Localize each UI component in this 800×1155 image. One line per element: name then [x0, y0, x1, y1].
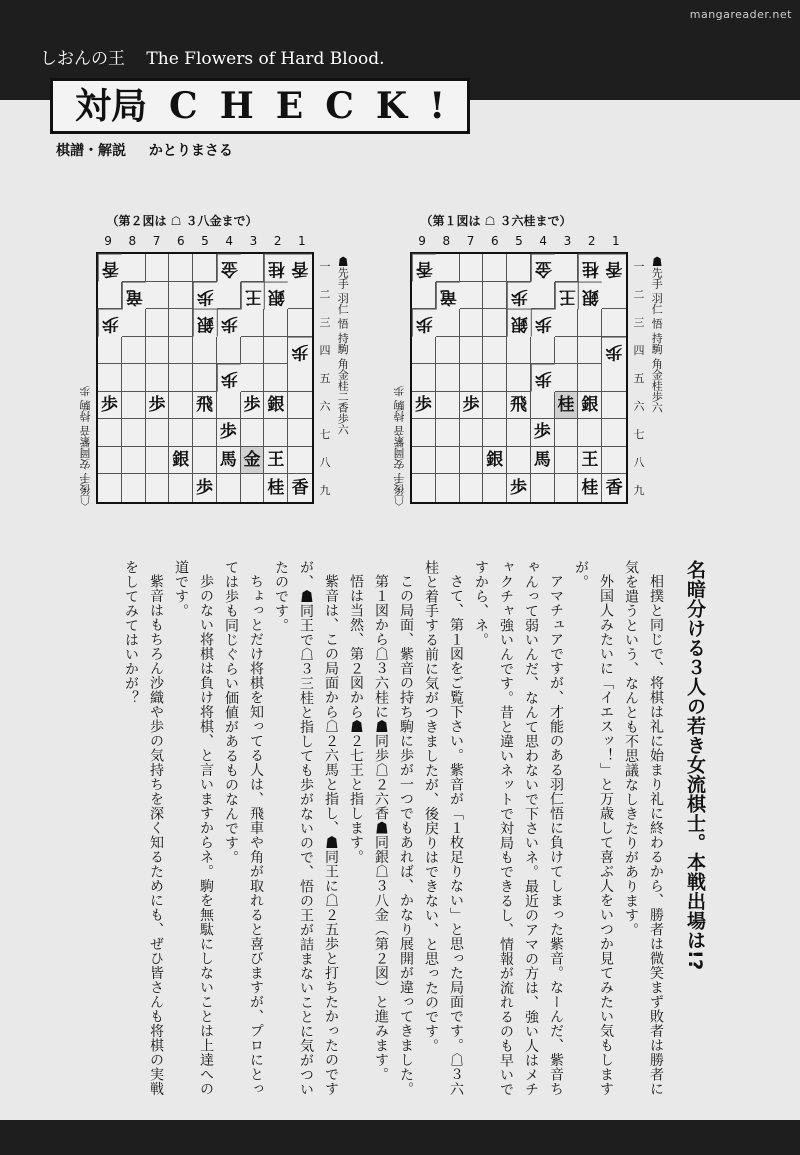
rank-label: 七: [633, 428, 645, 441]
article-headline: 名暗分ける３人の若き女流棋士。本戦出場は!?: [684, 560, 706, 971]
board-square: [460, 254, 484, 282]
rank-label: 二: [633, 288, 645, 301]
file-label: 5: [515, 234, 523, 248]
board-square: [98, 419, 122, 447]
board-square: [602, 419, 626, 447]
board-square: [602, 364, 626, 392]
shogi-piece: 歩: [531, 419, 555, 447]
board-square: [98, 474, 122, 502]
shogi-piece: 歩: [193, 282, 217, 310]
diagram-caption: （第２図は ☖ ３八金まで）: [106, 214, 258, 228]
board-square: [602, 392, 626, 420]
rank-label: 一: [319, 260, 331, 273]
board-square: [288, 309, 312, 337]
board-square: [555, 419, 579, 447]
paragraph: 第１図から☖３六桂に☗同歩☖２六香☗同銀☖３八金（第２図）と進みます。: [373, 574, 389, 1082]
title-char: C: [325, 85, 354, 127]
board-square: [169, 419, 193, 447]
board-square: [241, 474, 265, 502]
board-square: [483, 364, 507, 392]
board-square: [122, 309, 146, 337]
board-square: [193, 364, 217, 392]
board-square: [193, 419, 217, 447]
board-square: [531, 282, 555, 310]
shogi-piece: 馬: [217, 447, 241, 475]
board-square: [241, 309, 265, 337]
board-square: [483, 419, 507, 447]
shogi-piece: 王: [241, 282, 265, 310]
board-square: [436, 337, 460, 365]
file-label: 4: [225, 234, 234, 248]
rank-label: 九: [319, 484, 331, 497]
shogi-piece: 銀: [507, 309, 531, 337]
rank-label: 三: [319, 316, 331, 329]
file-labels: [96, 234, 314, 248]
board-square: [241, 364, 265, 392]
board-square: [578, 337, 602, 365]
shogi-piece: 歩: [602, 337, 626, 365]
diagram-caption: （第１図は ☖ ３六桂まで）: [420, 214, 572, 228]
paragraph: 外国人みたいに「イエスッ！」と万歳して喜ぶ人をいつか見てみたい気もしますが。: [573, 560, 614, 1096]
board-square: [602, 447, 626, 475]
paragraph: 相撲と同じで、将棋は礼に始まり礼に終わるから、勝者は微笑まず敗者は勝者に気を遣うという、なんとも不思議なしきたりがあります。: [623, 560, 664, 1096]
title-char: H: [219, 85, 254, 127]
shogi-piece: 竜: [122, 282, 146, 310]
paragraph: 悟は当然、第２図から☗２七王と指します。: [348, 574, 364, 864]
file-label: 1: [612, 234, 620, 248]
shogi-piece: 歩: [412, 309, 436, 337]
board-square: [241, 337, 265, 365]
board-square: [436, 447, 460, 475]
site-watermark: mangareader.net: [689, 8, 792, 21]
board-square: [555, 309, 579, 337]
rank-label: 五: [633, 372, 645, 385]
board-square: [460, 447, 484, 475]
board-square: [122, 474, 146, 502]
shogi-piece: 金: [241, 447, 265, 475]
shogi-piece: 桂: [264, 254, 288, 282]
board-square: [122, 364, 146, 392]
paragraph: この局面、紫音の持ち駒に歩が一つでもあれば、かなり展開が違ってきました。: [398, 574, 414, 1096]
column-title: [50, 78, 470, 134]
paragraph: さて、第１図をご覧下さい。紫音が「１枚足りない」と思った局面です。☖３六桂と着手する前に気がつきましたが、後戻りはできない、と思ったのです。: [423, 560, 464, 1096]
board-square: [555, 474, 579, 502]
rank-label: 二: [319, 288, 331, 301]
rank-label: 八: [319, 456, 331, 469]
shogi-piece: 銀: [264, 392, 288, 420]
series-title-jp: しおんの王: [40, 49, 125, 69]
board-square: [169, 392, 193, 420]
shogi-piece: 桂: [578, 254, 602, 282]
board-square: [264, 419, 288, 447]
board-square: [531, 392, 555, 420]
board-square: [483, 474, 507, 502]
shogi-piece: 香: [602, 254, 626, 282]
credit-name: かとりまさる: [148, 143, 233, 159]
board-square: [460, 419, 484, 447]
board-square: [555, 364, 579, 392]
board-square: [169, 254, 193, 282]
board-square: [169, 309, 193, 337]
title-char: E: [275, 85, 304, 127]
file-label: 3: [563, 234, 572, 248]
board-square: [531, 337, 555, 365]
paragraph: アマチュアですが、才能のある羽仁悟に負けてしまった紫音。なーんだ、紫音ちゃんって弱いんだ、なんて思わないで下さいネ。最近のアマの方は、強い人はメチャクチャ強いんです。昔と違いネットで対局もできるし、情報が流れるのも早いですから、ネ。: [473, 560, 564, 1097]
credit-line: [56, 140, 251, 160]
board-square: [98, 364, 122, 392]
rank-label: 九: [633, 484, 645, 497]
board-square: [193, 254, 217, 282]
paragraph: 紫音は、この局面から☖２六馬と指し、☗同王に☖２五歩と打ちたかったのですが、☗同王で☖３三桂と指しても歩がないので、悟の王が詰まないことに気がついたのです。: [273, 560, 339, 1097]
shogi-piece: 香: [288, 254, 312, 282]
file-label: 2: [587, 234, 596, 248]
board-square: [122, 447, 146, 475]
board-square: [146, 419, 170, 447]
board-square: [122, 419, 146, 447]
shogi-board: [410, 252, 628, 504]
board-square: [146, 309, 170, 337]
board-square: [169, 474, 193, 502]
shogi-piece: 王: [555, 282, 579, 310]
shogi-piece: 歩: [241, 392, 265, 420]
shogi-piece: 王: [578, 447, 602, 475]
shogi-piece: 歩: [193, 474, 217, 502]
file-label: 8: [442, 234, 451, 248]
board-square: [555, 447, 579, 475]
sente-info: ☗先手 羽仁 悟 持駒 角金桂二香歩六: [336, 256, 350, 435]
shogi-diagram-1: [366, 212, 686, 512]
board-square: [122, 254, 146, 282]
board-square: [412, 364, 436, 392]
shogi-piece: 歩: [507, 474, 531, 502]
title-char: 対局: [75, 85, 148, 127]
paragraph: 歩のない将棋は負け将棋、と言いますからネ。駒を無駄にしないことは上達への道です。: [173, 560, 214, 1096]
shogi-piece: 竜: [436, 282, 460, 310]
shogi-piece: 香: [412, 254, 436, 282]
board-square: [507, 364, 531, 392]
board-square: [436, 474, 460, 502]
board-square: [483, 254, 507, 282]
gote-info: ☖後手 安岡紫音 持駒 歩: [79, 385, 92, 506]
board-square: [412, 419, 436, 447]
board-square: [602, 282, 626, 310]
shogi-diagram-2: [52, 212, 372, 512]
shogi-piece: 金: [217, 254, 241, 282]
title-char: K: [375, 85, 408, 127]
board-square: [412, 447, 436, 475]
shogi-piece: 歩: [217, 364, 241, 392]
board-square: [578, 364, 602, 392]
board-square: [436, 309, 460, 337]
board-square: [288, 447, 312, 475]
shogi-piece: 歩: [412, 392, 436, 420]
board-square: [436, 419, 460, 447]
board-square: [507, 447, 531, 475]
rank-label: 五: [319, 372, 331, 385]
board-square: [436, 392, 460, 420]
shogi-piece: 歩: [531, 364, 555, 392]
shogi-piece: 桂: [578, 474, 602, 502]
board-square: [122, 392, 146, 420]
board-square: [288, 282, 312, 310]
board-square: [146, 282, 170, 310]
rank-label: 六: [319, 400, 331, 413]
board-square: [555, 254, 579, 282]
rank-label: 七: [319, 428, 331, 441]
board-square: [98, 447, 122, 475]
board-square: [264, 364, 288, 392]
paragraph: ちょっとだけ将棋を知ってる人は、飛車や角が取れると喜びますが、プロにとっては歩も同じぐらい価値があるものなんです。: [223, 560, 264, 1096]
board-square: [169, 337, 193, 365]
shogi-piece: 歩: [531, 309, 555, 337]
board-square: [578, 419, 602, 447]
rank-label: 一: [633, 260, 645, 273]
title-char: C: [169, 85, 198, 127]
board-square: [460, 337, 484, 365]
gote-info: ☖後手 安岡紫音 持駒 歩: [393, 385, 406, 506]
file-label: 5: [201, 234, 209, 248]
board-square: [241, 419, 265, 447]
board-square: [241, 254, 265, 282]
board-square: [169, 282, 193, 310]
file-label: 6: [490, 234, 499, 248]
board-square: [602, 309, 626, 337]
board-square: [460, 309, 484, 337]
board-square: [146, 337, 170, 365]
shogi-piece: 香: [98, 254, 122, 282]
credit-label: 棋譜・解説: [56, 143, 126, 159]
board-square: [98, 337, 122, 365]
shogi-piece: 銀: [578, 392, 602, 420]
board-square: [436, 254, 460, 282]
file-label: 2: [273, 234, 282, 248]
file-label: 7: [152, 234, 161, 248]
board-square: [412, 282, 436, 310]
series-title-en: The Flowers of Hard Blood.: [146, 49, 385, 69]
shogi-piece: 馬: [531, 447, 555, 475]
board-square: [146, 364, 170, 392]
board-square: [98, 282, 122, 310]
shogi-piece: 香: [605, 477, 623, 498]
board-square: [288, 392, 312, 420]
file-label: 7: [466, 234, 475, 248]
board-square: [264, 337, 288, 365]
board-square: [288, 364, 312, 392]
board-square: [122, 337, 146, 365]
file-labels: [410, 234, 628, 248]
board-square: [217, 282, 241, 310]
rank-label: 八: [633, 456, 645, 469]
board-square: [507, 337, 531, 365]
file-label: 9: [104, 234, 112, 248]
shogi-piece: 銀: [578, 282, 602, 310]
board-square: [483, 282, 507, 310]
board-square: [578, 309, 602, 337]
board-square: [436, 364, 460, 392]
board-square: [412, 474, 436, 502]
shogi-piece: 歩: [288, 337, 312, 365]
board-square: [483, 337, 507, 365]
file-label: 6: [176, 234, 185, 248]
board-square: [507, 254, 531, 282]
board-square: [483, 392, 507, 420]
board-square: [531, 474, 555, 502]
shogi-piece: 歩: [507, 282, 531, 310]
shogi-piece: 銀: [483, 447, 507, 475]
board-square: [460, 282, 484, 310]
board-square: [507, 419, 531, 447]
file-label: 8: [128, 234, 137, 248]
article-body: [50, 560, 710, 1100]
file-label: 3: [249, 234, 258, 248]
sente-info: ☗先手 羽仁 悟 持駒 角金桂歩六: [650, 256, 664, 413]
shogi-piece: 銀: [193, 309, 217, 337]
shogi-piece: 桂: [555, 392, 579, 420]
title-char: !: [429, 85, 445, 127]
rank-labels: [632, 252, 646, 504]
shogi-piece: 飛: [507, 392, 531, 420]
board-square: [146, 447, 170, 475]
file-label: 4: [539, 234, 548, 248]
shogi-piece: 歩: [98, 309, 122, 337]
shogi-piece: 歩: [146, 392, 170, 420]
board-square: [217, 392, 241, 420]
paragraph: 紫音はもちろん沙織や歩の気持ちを深く知るためにも、ぜひ皆さんも将棋の実戦をしてみてはいかが？: [123, 560, 164, 1096]
board-square: [146, 254, 170, 282]
file-label: 1: [298, 234, 306, 248]
board-square: [412, 337, 436, 365]
board-square: [193, 447, 217, 475]
bottom-bar: [0, 1120, 800, 1155]
shogi-piece: 金: [531, 254, 555, 282]
shogi-piece: 香: [291, 477, 309, 498]
shogi-piece: 歩: [217, 309, 241, 337]
rank-label: 四: [319, 344, 331, 357]
shogi-piece: 銀: [169, 447, 193, 475]
board-square: [217, 337, 241, 365]
rank-label: 六: [633, 400, 645, 413]
shogi-piece: 歩: [98, 392, 122, 420]
board-square: [555, 337, 579, 365]
shogi-piece: 桂: [264, 474, 288, 502]
board-square: [169, 364, 193, 392]
board-square: [288, 419, 312, 447]
vertical-text: [50, 560, 710, 1100]
shogi-board: [96, 252, 314, 504]
rank-labels: [318, 252, 332, 504]
shogi-piece: 銀: [264, 282, 288, 310]
series-title: [40, 44, 400, 69]
shogi-piece: 飛: [193, 392, 217, 420]
board-square: [460, 364, 484, 392]
board-square: [483, 309, 507, 337]
shogi-piece: 歩: [460, 392, 484, 420]
board-square: [460, 474, 484, 502]
rank-label: 四: [633, 344, 645, 357]
board-square: [264, 309, 288, 337]
rank-label: 三: [633, 316, 645, 329]
shogi-piece: 歩: [217, 419, 241, 447]
file-label: 9: [418, 234, 426, 248]
board-square: [193, 337, 217, 365]
shogi-piece: 王: [264, 447, 288, 475]
board-square: [146, 474, 170, 502]
board-square: [217, 474, 241, 502]
